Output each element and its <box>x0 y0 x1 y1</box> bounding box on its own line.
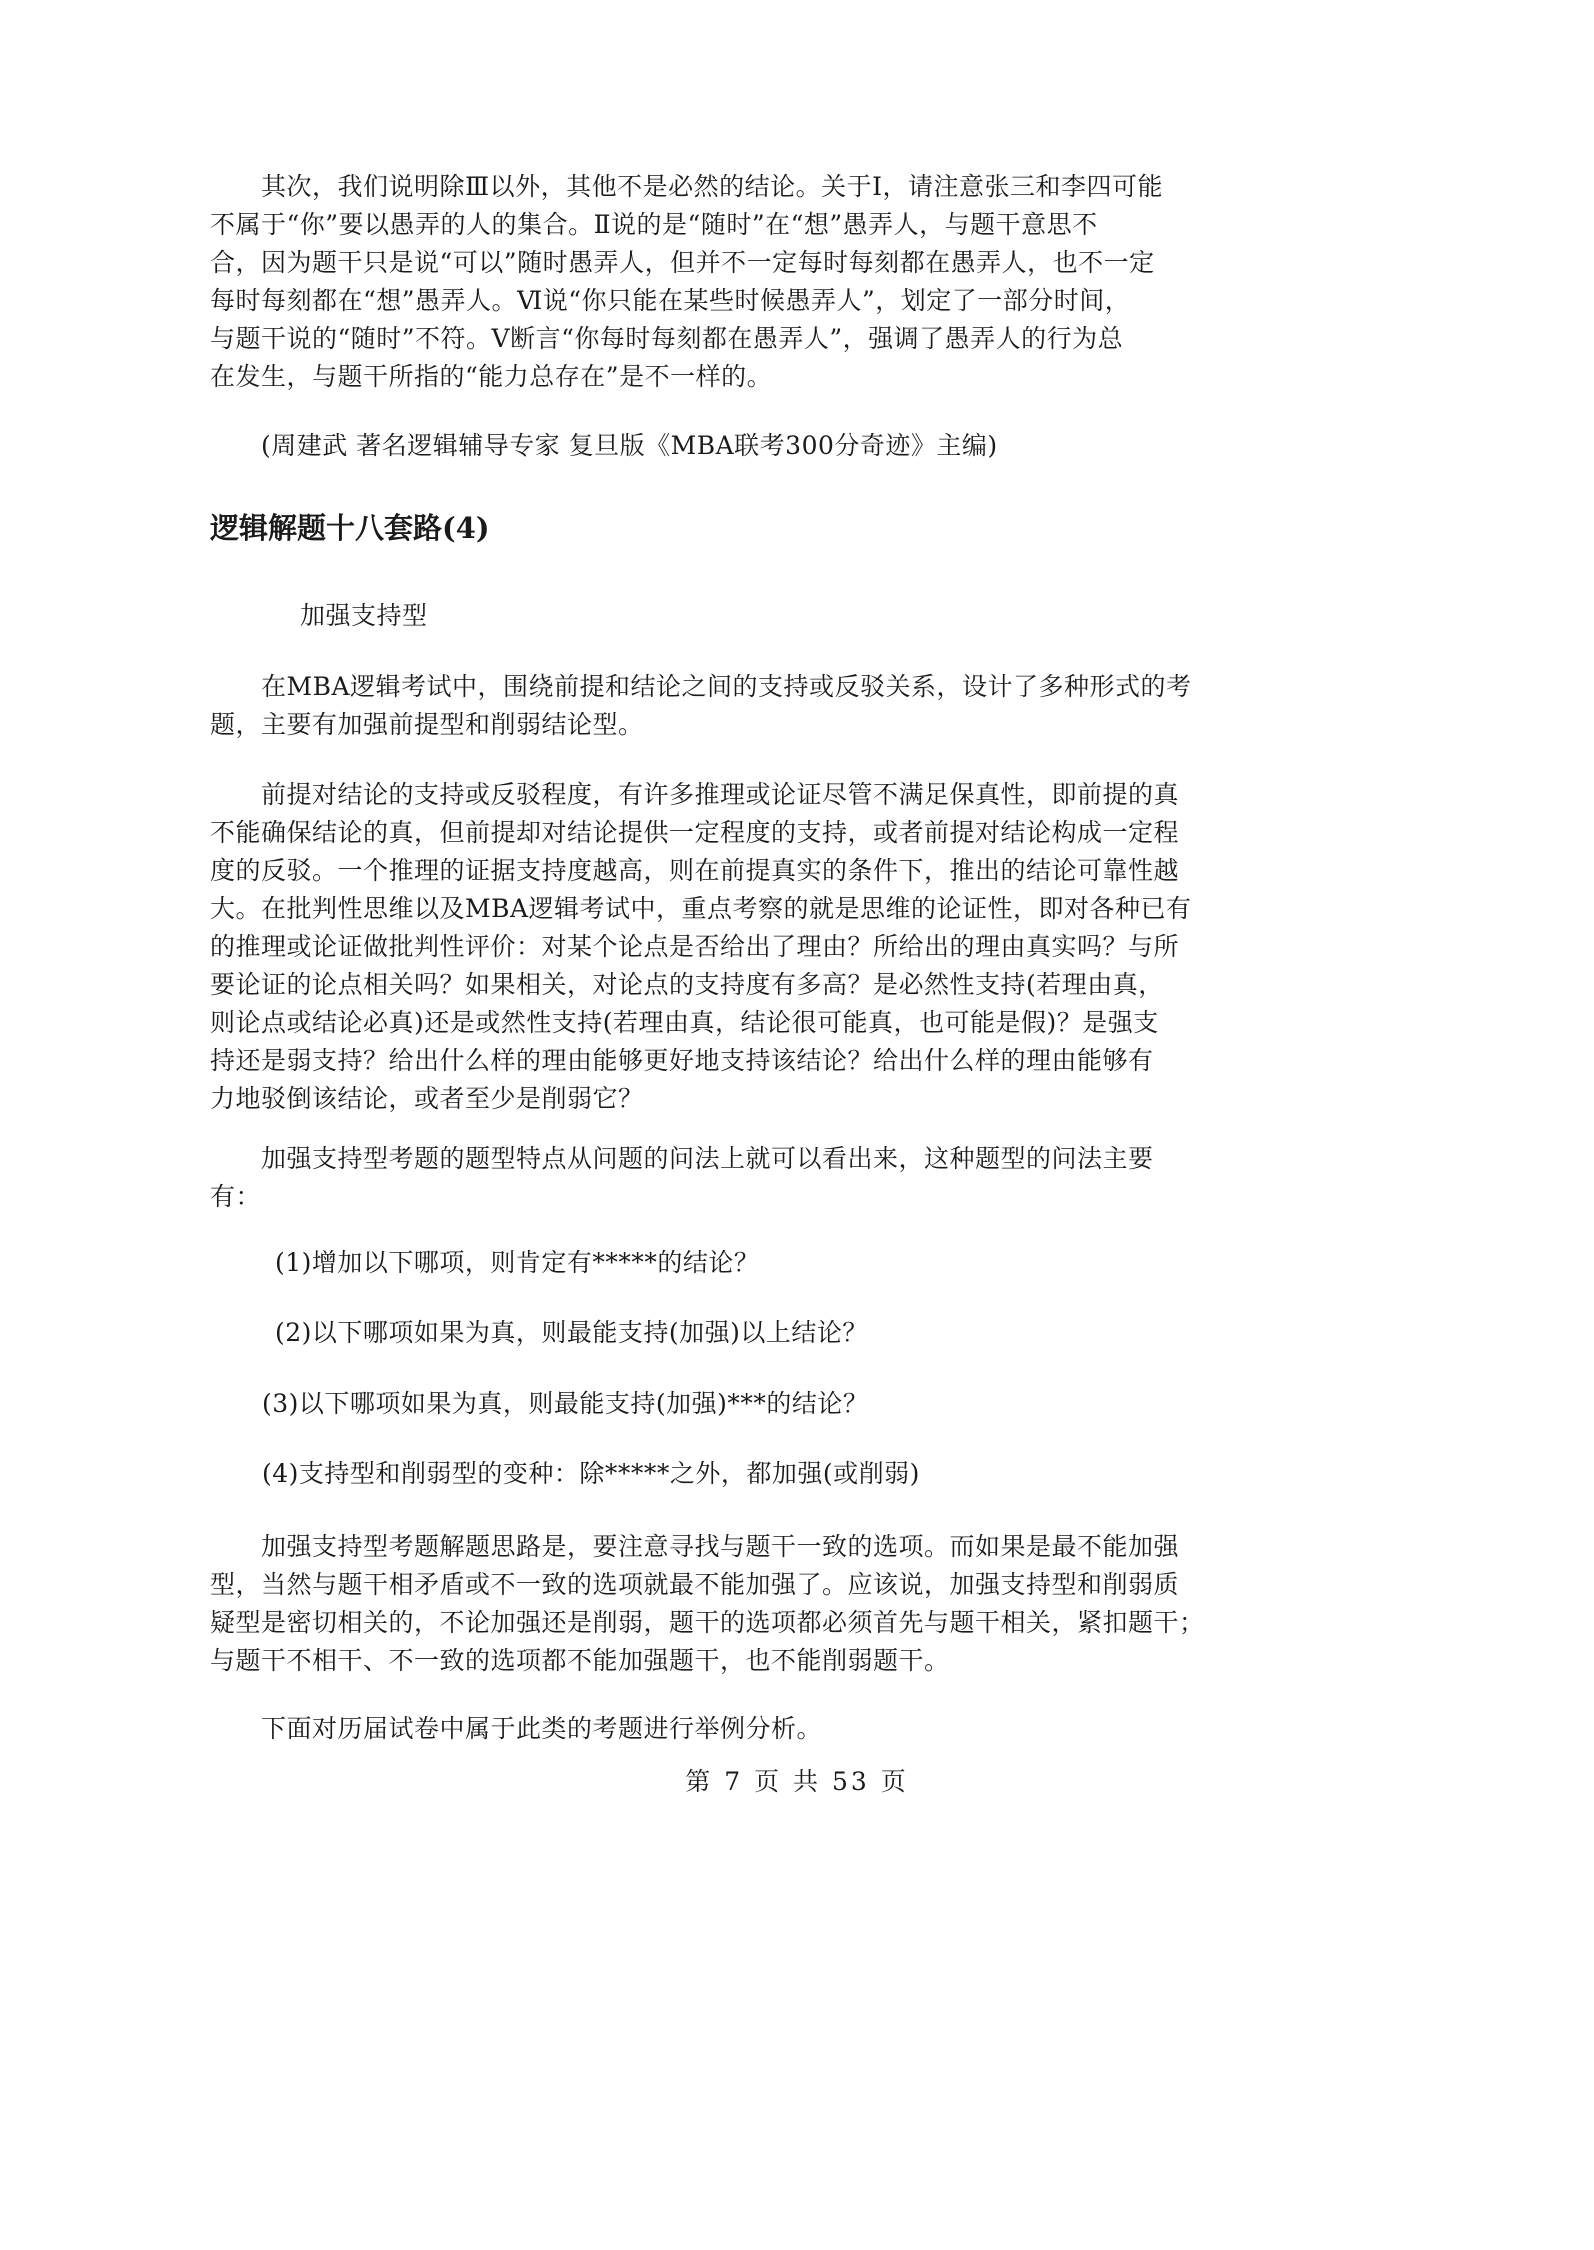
paragraph-intro <box>210 668 1192 744</box>
list-item: (3)以下哪项如果为真，则最能支持(加强)***的结论？ <box>262 1389 869 1418</box>
paragraph-analysis <box>210 168 1163 396</box>
text-line: 的推理或论证做批判性评价：对某个论点是否给出了理由？所给出的理由真实吗？与所 <box>210 932 1180 961</box>
text-line: 合，因为题干只是说“可以”随时愚弄人，但并不一定每时每刻都在愚弄人，也不一定 <box>210 248 1155 277</box>
text-line: 在发生，与题干所指的“能力总存在”是不一样的。 <box>210 362 773 391</box>
text-line: 不能确保结论的真，但前提却对结论提供一定程度的支持，或者前提对结论构成一定程 <box>210 818 1180 847</box>
text-line: 疑型是密切相关的，不论加强还是削弱，题干的选项都必须首先与题干相关，紧扣题干； <box>210 1608 1205 1637</box>
text-line: 型，当然与题干相矛盾或不一致的选项就最不能加强了。应该说，加强支持型和削弱质 <box>210 1570 1180 1599</box>
text-line: 题，主要有加强前提型和削弱结论型。 <box>210 710 644 739</box>
text-line: 不属于“你”要以愚弄的人的集合。Ⅱ说的是“随时”在“想”愚弄人，与题干意思不 <box>210 210 1098 239</box>
text-line: 每时每刻都在“想”愚弄人。Ⅵ说“你只能在某些时候愚弄人”，划定了一部分时间， <box>210 286 1131 315</box>
paragraph-support-degree <box>210 776 1192 1118</box>
text-line: 大。在批判性思维以及MBA逻辑考试中，重点考察的就是思维的论证性，即对各种已有 <box>210 894 1192 923</box>
text-line: 在MBA逻辑考试中，围绕前提和结论之间的支持或反驳关系，设计了多种形式的考 <box>210 672 1192 701</box>
subtitle: 加强支持型 <box>300 601 428 630</box>
paragraph-solving-approach <box>210 1528 1205 1680</box>
page-number-footer: 第 7 页 共 53 页 <box>685 1767 909 1796</box>
text-line: 则论点或结论必真)还是或然性支持(若理由真，结论很可能真，也可能是假)？是强支 <box>210 1008 1159 1037</box>
text-line: 力地驳倒该结论，或者至少是削弱它？ <box>210 1084 644 1113</box>
author-note: (周建武 著名逻辑辅导专家 复旦版《MBA联考300分奇迹》主编) <box>210 431 998 460</box>
text-line: 度的反驳。一个推理的证据支持度越高，则在前提真实的条件下，推出的结论可靠性越 <box>210 856 1180 885</box>
text-line: 前提对结论的支持或反驳程度，有许多推理或论证尽管不满足保真性，即前提的真 <box>210 780 1180 809</box>
list-item: (4)支持型和削弱型的变种：除*****之外，都加强(或削弱) <box>262 1459 920 1488</box>
text-line: 加强支持型考题解题思路是，要注意寻找与题干一致的选项。而如果是最不能加强 <box>210 1532 1180 1561</box>
list-item: (2)以下哪项如果为真，则最能支持(加强)以上结论？ <box>275 1318 868 1347</box>
text-line: 要论证的论点相关吗？如果相关，对论点的支持度有多高？是必然性支持(若理由真， <box>210 970 1164 999</box>
text-line: 其次，我们说明除Ⅲ以外，其他不是必然的结论。关于Ⅰ，请注意张三和李四可能 <box>210 172 1163 201</box>
text-line: 与题干不相干、不一致的选项都不能加强题干，也不能削弱题干。 <box>210 1646 950 1675</box>
text-line: 持还是弱支持？给出什么样的理由能够更好地支持该结论？给出什么样的理由能够有 <box>210 1046 1154 1075</box>
paragraph-question-forms <box>210 1140 1160 1216</box>
list-item: (1)增加以下哪项，则肯定有*****的结论？ <box>275 1248 760 1277</box>
text-line: 有： <box>210 1182 262 1211</box>
text-line: 与题干说的“随时”不符。Ⅴ断言“你每时每刻都在愚弄人”，强调了愚弄人的行为总 <box>210 324 1124 353</box>
closing-paragraph: 下面对历届试卷中属于此类的考题进行举例分析。 <box>210 1714 823 1743</box>
section-title: 逻辑解题十八套路(4) <box>210 511 490 545</box>
text-line: 加强支持型考题的题型特点从问题的问法上就可以看出来，这种题型的问法主要 <box>210 1144 1154 1173</box>
